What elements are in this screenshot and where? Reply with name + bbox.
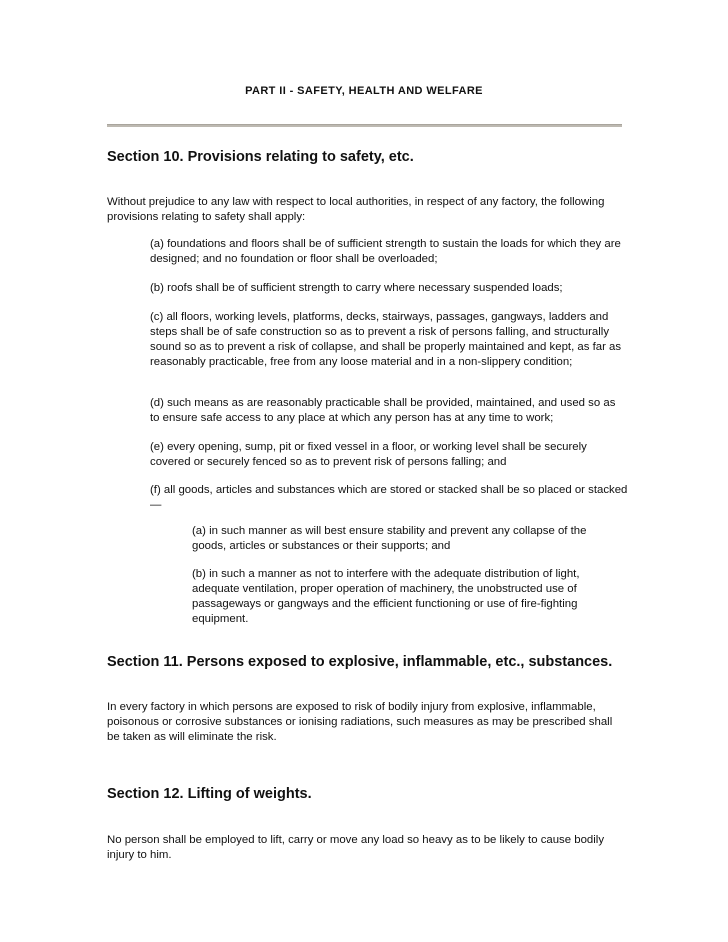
- provision-a: (a) foundations and floors shall be of sufficient strength to sustain the loads for which they are designed; and no foundation or floor shall be overloaded;: [150, 238, 621, 265]
- sub-provision-b: (b) in such a manner as not to interfere with the adequate distribution of light, adequate ventilation, proper operation of machinery, the unobstructed use of passageways or gangways and the efficient functioning or use of fire-fighting equipment.: [192, 568, 580, 625]
- section-10-intro: Without prejudice to any law with respect to local authorities, in respect of any factory, the following provisions relating to safety shall apply:: [107, 196, 605, 223]
- part-title: PART II - SAFETY, HEALTH AND WELFARE: [245, 85, 483, 97]
- provision-b: (b) roofs shall be of sufficient strength to carry where necessary suspended loads;: [150, 282, 563, 294]
- provision-d: (d) such means as are reasonably practicable shall be provided, maintained, and used so as to ensure safe access to any place at which any person has at any time to work;: [150, 397, 616, 424]
- section-12-text: No person shall be employed to lift, carry or move any load so heavy as to be likely to cause bodily injury to him.: [107, 834, 605, 861]
- section-12-heading: Section 12. Lifting of weights.: [107, 786, 312, 802]
- section-11-text: In every factory in which persons are exposed to risk of bodily injury from explosive, inflammable, poisonous or corrosive substances or ionising radiations, such measures as may be prescribed shall be taken as will eliminate the risk.: [107, 701, 613, 743]
- horizontal-rule: [107, 124, 622, 127]
- section-11-heading: Section 11. Persons exposed to explosive, inflammable, etc., substances.: [107, 654, 613, 670]
- provision-c: (c) all floors, working levels, platforms, decks, stairways, passages, gangways, ladders and steps shall be of safe construction so as to prevent a risk of persons falling, and structurally sound so as to prevent a risk of collapse, and shall be properly maintained and kept, as far as reasonably practicable, free from any loose material and in a non-slippery condition;: [150, 311, 622, 368]
- section-10-heading: Section 10. Provisions relating to safety, etc.: [107, 149, 414, 165]
- provision-e: (e) every opening, sump, pit or fixed vessel in a floor, or working level shall be securely covered or securely fenced so as to prevent risk of persons falling; and: [150, 441, 587, 468]
- provision-f: (f) all goods, articles and substances which are stored or stacked shall be so placed or stacked—: [150, 484, 628, 511]
- sub-provision-a: (a) in such manner as will best ensure stability and prevent any collapse of the goods, articles or substances or their supports; and: [192, 525, 587, 552]
